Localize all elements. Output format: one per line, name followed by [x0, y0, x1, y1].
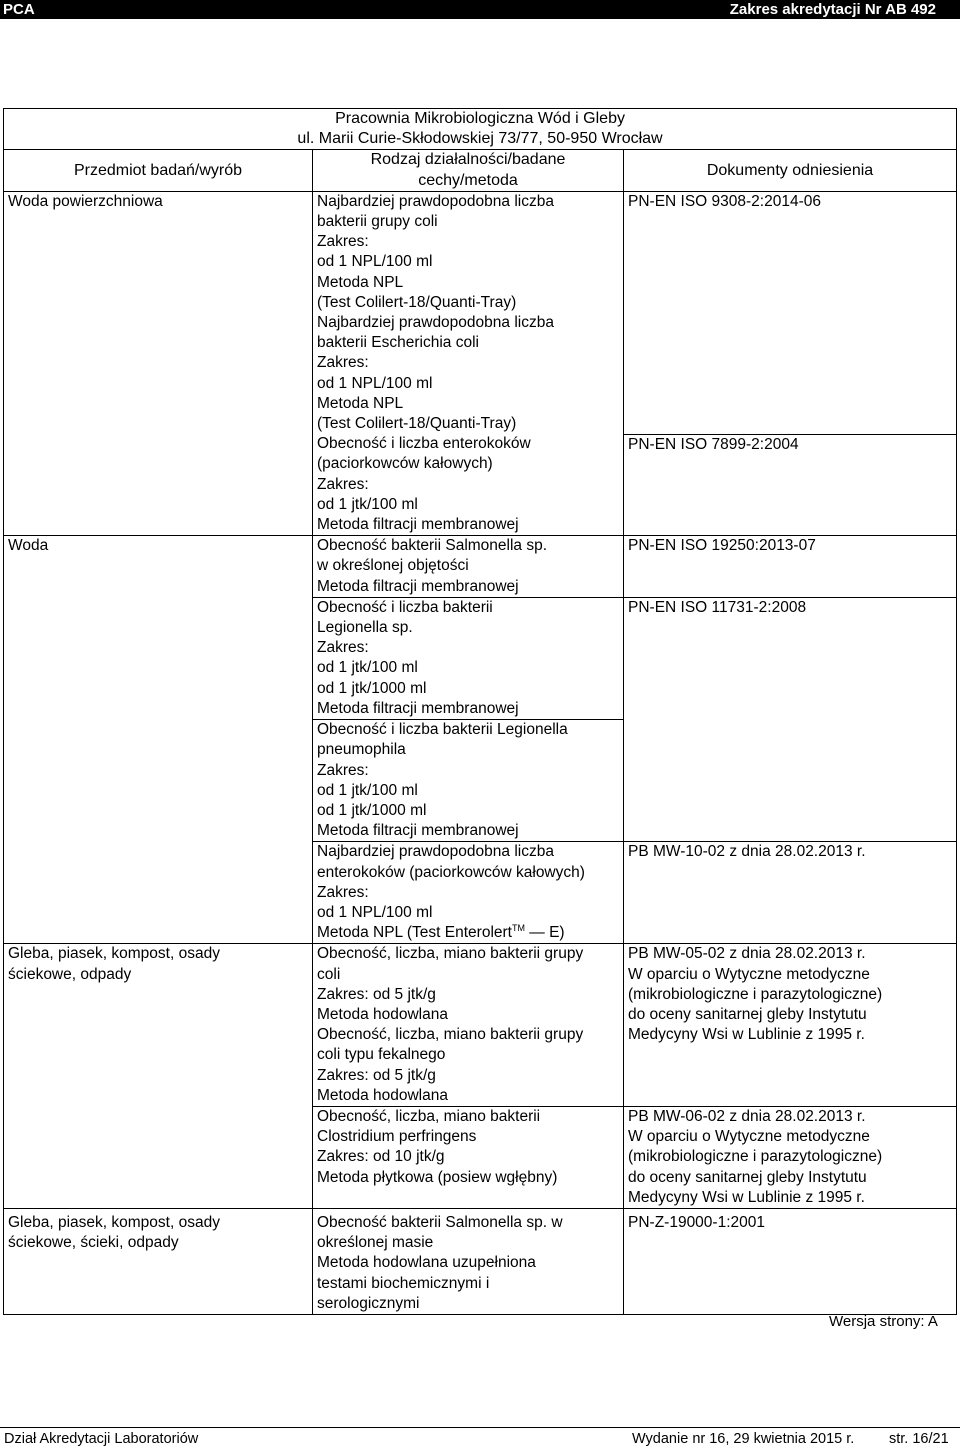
- subject-cell: [4, 944, 313, 1107]
- method-cell: [313, 1106, 624, 1208]
- reference-cell-line: PN-EN ISO 7899-2:2004: [628, 435, 799, 453]
- lab-address: ul. Marii Curie-Skłodowskiej 73/77, 50-950 Wrocław: [297, 130, 663, 148]
- method-cell-line: Zakres: od 5 jtk/g: [317, 1066, 436, 1084]
- footer-edition: Wydanie nr 16, 29 kwietnia 2015 r.: [632, 1431, 855, 1447]
- reference-cell: [624, 944, 957, 1107]
- header-title: Zakres akredytacji Nr AB 492: [729, 1, 936, 18]
- method-cell-line: Obecność, liczba, miano bakterii: [317, 1107, 541, 1125]
- method-cell: [313, 597, 624, 719]
- method-cell-line: coli typu fekalnego: [317, 1046, 446, 1064]
- method-cell-line: Obecność, liczba, miano bakterii grupy: [317, 1026, 584, 1044]
- table-row: [4, 191, 957, 434]
- method-cell-line: od 1 jtk/1000 ml: [317, 801, 427, 819]
- reference-cell: [624, 536, 957, 598]
- method-cell-line: Zakres:: [317, 761, 369, 779]
- method-cell-line: testami biochemicznymi i: [317, 1274, 490, 1292]
- method-cell-line: od 1 NPL/100 ml: [317, 374, 433, 392]
- method-cell-line: Zakres:: [317, 354, 369, 372]
- subject-cell: [4, 720, 313, 842]
- reference-cell-line: Medycyny Wsi w Lublinie z 1995 r.: [628, 1188, 865, 1206]
- reference-cell-line: W oparciu o Wytyczne metodyczne: [628, 965, 870, 983]
- trademark-sup: TM: [511, 922, 525, 933]
- method-cell-line: Metoda płytkowa (posiew wgłębny): [317, 1168, 558, 1186]
- lab-header-row: [4, 109, 957, 150]
- method-cell-line: Metoda filtracji membranowej: [317, 516, 519, 534]
- method-cell-line: Metoda hodowlana uzupełniona: [317, 1254, 536, 1272]
- reference-cell: [624, 720, 957, 842]
- header-org: PCA: [3, 1, 35, 18]
- method-cell-line: Metoda filtracji membranowej: [317, 822, 519, 840]
- subject-cell: [4, 1106, 313, 1208]
- method-cell-line: Metoda hodowlana: [317, 1005, 448, 1023]
- method-cell-line: Najbardziej prawdopodobna liczba: [317, 314, 554, 332]
- table-row: [4, 434, 957, 536]
- subject-cell-line: Gleba, piasek, kompost, osady: [8, 1213, 220, 1231]
- method-cell-line: Zakres:: [317, 883, 369, 901]
- method-cell-line: [317, 923, 619, 943]
- col-header-subject: Przedmiot badań/wyrób: [4, 150, 313, 191]
- method-cell-line: Obecność i liczba bakterii: [317, 598, 493, 616]
- method-cell-line: Zakres:: [317, 475, 369, 493]
- col-header-activity-2: cechy/metoda: [418, 171, 518, 189]
- method-cell-line: bakterii grupy coli: [317, 213, 438, 231]
- method-cell-line: od 1 NPL/100 ml: [317, 253, 433, 271]
- reference-cell: [624, 597, 957, 719]
- method-cell-line: bakterii Escherichia coli: [317, 334, 479, 352]
- reference-cell: [624, 191, 957, 434]
- method-cell-line: Obecność bakterii Salmonella sp.: [317, 537, 548, 555]
- reference-cell-line: W oparciu o Wytyczne metodyczne: [628, 1128, 870, 1146]
- subject-cell: [4, 536, 313, 598]
- method-cell-line: Zakres:: [317, 639, 369, 657]
- footer-department: Dział Akredytacji Laboratoriów: [4, 1431, 199, 1447]
- method-cell-line: coli: [317, 965, 341, 983]
- reference-cell: [624, 1208, 957, 1314]
- footer-page-number: str. 16/21: [889, 1431, 949, 1447]
- subject-cell-line: ściekowe, odpady: [8, 965, 132, 983]
- method-cell-line: (Test Colilert-18/Quanti-Tray): [317, 293, 517, 311]
- method-cell-line: od 1 jtk/1000 ml: [317, 679, 427, 697]
- method-cell-line: Metoda filtracji membranowej: [317, 577, 519, 595]
- method-cell-line: od 1 jtk/100 ml: [317, 659, 418, 677]
- table-row: [4, 842, 957, 944]
- method-cell-line: Obecność i liczba bakterii Legionella: [317, 721, 568, 739]
- table-row: [4, 720, 957, 842]
- reference-cell-line: PN-EN ISO 11731-2:2008: [628, 598, 807, 616]
- reference-cell: [624, 1106, 957, 1208]
- col-header-docs: Dokumenty odniesienia: [624, 150, 957, 191]
- col-header-activity: Rodzaj działalności/badane: [370, 151, 566, 169]
- reference-cell-line: PB MW-05-02 z dnia 28.02.2013 r.: [628, 945, 866, 963]
- method-cell: [313, 191, 624, 434]
- method-cell: [313, 842, 624, 944]
- subject-cell: [4, 597, 313, 719]
- reference-cell-line: PN-EN ISO 19250:2013-07: [628, 537, 816, 555]
- method-cell-line: Metoda NPL: [317, 394, 404, 412]
- subject-cell-line: Woda: [8, 537, 49, 555]
- method-cell: [313, 536, 624, 598]
- method-cell-line: (Test Colilert-18/Quanti-Tray): [317, 415, 517, 433]
- method-cell-line: Metoda filtracji membranowej: [317, 699, 519, 717]
- method-cell-line: (paciorkowców kałowych): [317, 455, 493, 473]
- method-cell-line: Zakres:: [317, 233, 369, 251]
- method-text: — E): [524, 924, 565, 942]
- subject-cell: [4, 191, 313, 434]
- method-cell-line: od 1 jtk/100 ml: [317, 781, 418, 799]
- method-cell-line: enterokoków (paciorkowców kałowych): [317, 863, 585, 881]
- reference-cell: [624, 842, 957, 944]
- accreditation-table: [3, 108, 957, 1315]
- page-footer: [0, 1427, 960, 1447]
- table-row: [4, 536, 957, 598]
- method-cell-line: Najbardziej prawdopodobna liczba: [317, 843, 554, 861]
- reference-cell-line: Medycyny Wsi w Lublinie z 1995 r.: [628, 1026, 865, 1044]
- method-cell-line: od 1 jtk/100 ml: [317, 495, 418, 513]
- method-cell-line: Obecność bakterii Salmonella sp. w: [317, 1213, 563, 1231]
- reference-cell-line: PN-EN ISO 9308-2:2014-06: [628, 192, 821, 210]
- lab-name: Pracownia Mikrobiologiczna Wód i Gleby: [335, 110, 625, 127]
- table-row: [4, 944, 957, 1107]
- reference-cell: [624, 434, 957, 536]
- method-cell-line: Zakres: od 5 jtk/g: [317, 985, 436, 1003]
- column-header-row: [4, 150, 957, 191]
- subject-cell: [4, 842, 313, 944]
- method-cell-line: Legionella sp.: [317, 619, 413, 637]
- reference-cell-line: PB MW-06-02 z dnia 28.02.2013 r.: [628, 1107, 866, 1125]
- method-cell: [313, 720, 624, 842]
- subject-cell: [4, 1208, 313, 1314]
- reference-cell-line: (mikrobiologiczne i parazytologiczne): [628, 985, 883, 1003]
- method-cell: [313, 944, 624, 1107]
- reference-cell-line: PB MW-10-02 z dnia 28.02.2013 r.: [628, 843, 866, 861]
- method-cell-line: Obecność i liczba enterokoków: [317, 435, 531, 453]
- method-cell-line: Zakres: od 10 jtk/g: [317, 1148, 445, 1166]
- method-cell-line: w określonej objętości: [317, 557, 469, 575]
- method-cell-line: Najbardziej prawdopodobna liczba: [317, 192, 554, 210]
- method-text: Metoda NPL (Test Enterolert: [317, 924, 512, 942]
- reference-cell-line: PN-Z-19000-1:2001: [628, 1213, 765, 1231]
- page-version: Wersja strony: A: [829, 1313, 938, 1330]
- method-cell-line: serologicznymi: [317, 1294, 420, 1312]
- method-cell-line: od 1 NPL/100 ml: [317, 903, 433, 921]
- subject-cell: [4, 434, 313, 536]
- method-cell-line: Metoda NPL: [317, 273, 404, 291]
- method-cell: [313, 434, 624, 536]
- subject-cell-line: Woda powierzchniowa: [8, 192, 163, 210]
- document-header-bar: [0, 0, 960, 19]
- subject-cell-line: ściekowe, ścieki, odpady: [8, 1234, 179, 1252]
- method-cell-line: Clostridium perfringens: [317, 1128, 477, 1146]
- method-cell: [313, 1208, 624, 1314]
- table-row: [4, 1208, 957, 1314]
- table-row: [4, 1106, 957, 1208]
- method-cell-line: Obecność, liczba, miano bakterii grupy: [317, 945, 584, 963]
- reference-cell-line: (mikrobiologiczne i parazytologiczne): [628, 1148, 883, 1166]
- reference-cell-line: do oceny sanitarnej gleby Instytutu: [628, 1168, 867, 1186]
- method-cell-line: Metoda hodowlana: [317, 1086, 448, 1104]
- reference-cell-line: do oceny sanitarnej gleby Instytutu: [628, 1005, 867, 1023]
- table-row: [4, 597, 957, 719]
- method-cell-line: pneumophila: [317, 741, 406, 759]
- subject-cell-line: Gleba, piasek, kompost, osady: [8, 945, 220, 963]
- method-cell-line: określonej masie: [317, 1234, 434, 1252]
